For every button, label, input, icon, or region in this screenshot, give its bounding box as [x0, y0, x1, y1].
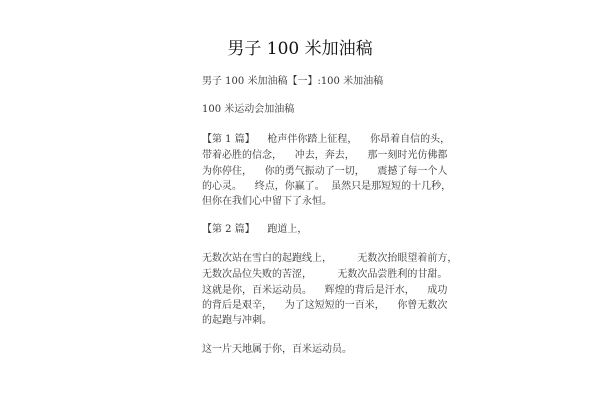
- closing-line: 这一片天地属于你，百米运动员。: [202, 344, 352, 355]
- paragraph-2-header: 【第 2 篇】 跑道上，: [202, 224, 308, 235]
- section-heading: 100 米运动会加油稿: [202, 104, 295, 115]
- paragraph-2-line-5: 的起跑与冲刺。: [202, 315, 272, 326]
- paragraph-1-line-1: 【第 1 篇】 枪声伴你踏上征程， 你昂着自信的头，: [202, 134, 451, 145]
- paragraph-2-line-4: 的背后是艰辛， 为了这短短的一百米， 你曾无数次: [202, 300, 448, 311]
- paragraph-2-line-3: 这就是你，百米运动员。 辉煌的背后是汗水， 成功: [202, 285, 448, 296]
- paragraph-1-line-5: 但你在我们心中留下了永恒。: [202, 196, 332, 207]
- paragraph-2-line-1: 无数次站在雪白的起跑线上， 无数次抬眼望着前方，: [202, 253, 458, 264]
- document-subtitle: 男子 100 米加油稿【一】:100 米加油稿: [202, 76, 384, 87]
- paragraph-1-line-3: 为你停住， 你的勇气振动了一切， 震撼了每一个人: [202, 166, 448, 177]
- paragraph-1-line-4: 的心灵。 终点，你赢了。 虽然只是那短短的十几秒，: [202, 181, 452, 192]
- paragraph-2-line-2: 无数次品位失败的苦涩， 无数次品尝胜利的甘甜。: [202, 269, 448, 280]
- paragraph-1-line-2: 带着必胜的信念， 冲去，奔去， 那一刻时光仿佛都: [202, 150, 448, 161]
- document-title: 男子 100 米加油稿: [227, 39, 373, 59]
